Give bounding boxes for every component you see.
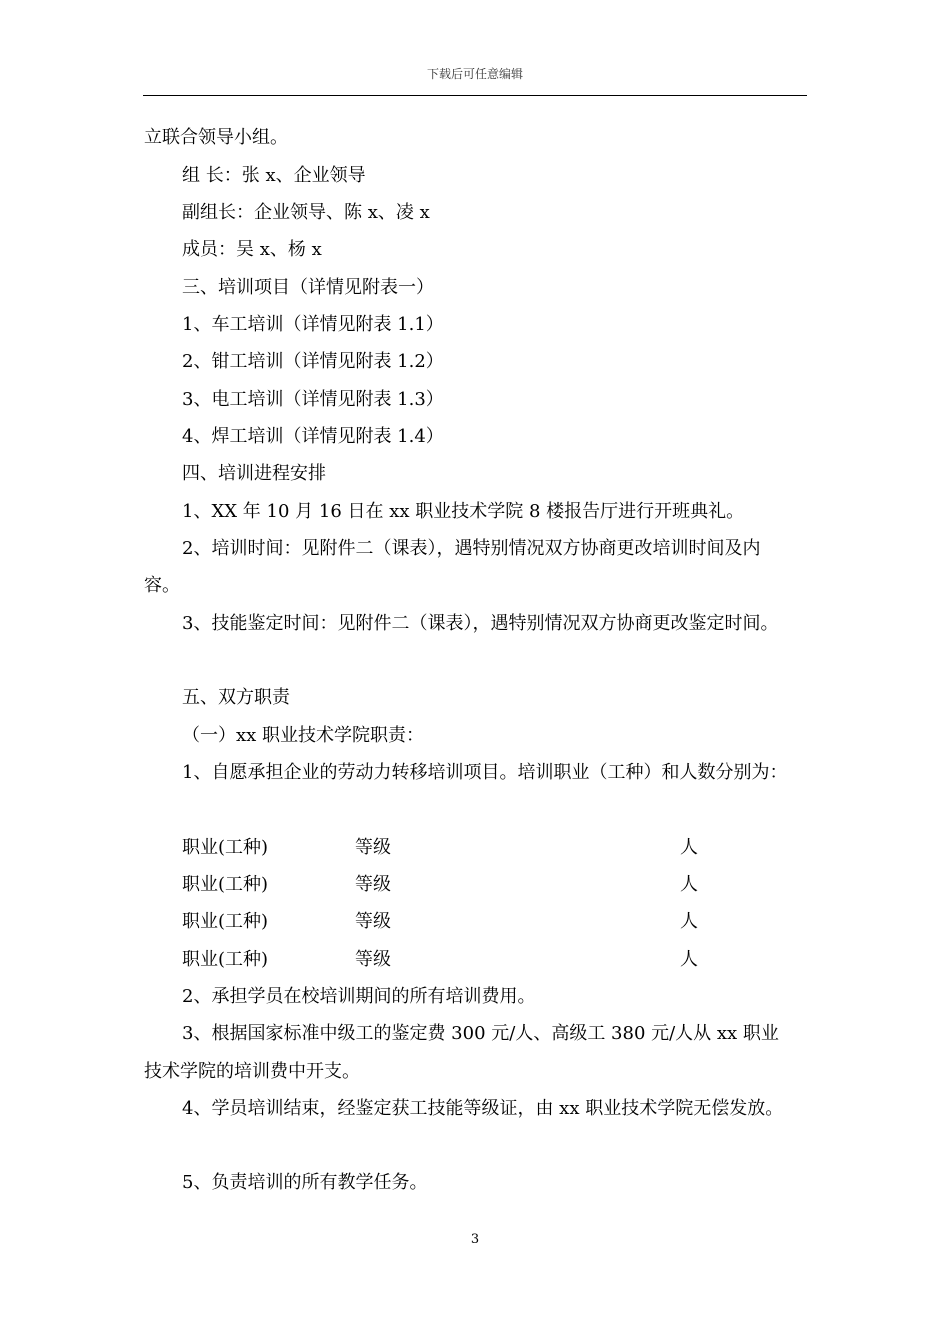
list-item: 3、电工培训（详情见附表 1.3）: [182, 389, 444, 410]
paragraph-line: 副组长：企业领导、陈 x、凌 x: [182, 202, 430, 223]
table-cell-occupation: 职业(工种): [182, 949, 269, 970]
list-item: 2、钳工培训（详情见附表 1.2）: [182, 351, 444, 372]
paragraph-line: 成员：吴 x、杨 x: [182, 239, 322, 260]
header-divider: [143, 95, 807, 96]
table-cell-people: 人: [680, 837, 698, 858]
list-item: 1、XX 年 10 月 16 日在 xx 职业技术学院 8 楼报告厅进行开班典礼。: [182, 501, 745, 522]
paragraph-line: 组 长：张 x、企业领导: [182, 165, 366, 186]
table-cell-level: 等级: [355, 837, 391, 858]
table-cell-level: 等级: [355, 949, 391, 970]
table-cell-people: 人: [680, 911, 698, 932]
table-cell-people: 人: [680, 874, 698, 895]
paragraph-line: 技术学院的培训费中开支。: [144, 1061, 360, 1082]
list-item: 2、承担学员在校培训期间的所有培训费用。: [182, 986, 536, 1007]
paragraph-line: 容。: [144, 575, 180, 596]
table-cell-level: 等级: [355, 911, 391, 932]
section-heading: 四、培训进程安排: [182, 463, 326, 484]
page-number: 3: [470, 1232, 480, 1247]
table-cell-occupation: 职业(工种): [182, 874, 269, 895]
paragraph-line: 立联合领导小组。: [144, 127, 288, 148]
table-cell-level: 等级: [355, 874, 391, 895]
list-item: 3、根据国家标准中级工的鉴定费 300 元/人、高级工 380 元/人从 xx 职业: [182, 1023, 779, 1044]
section-heading: 五、双方职责: [182, 687, 290, 708]
table-cell-occupation: 职业(工种): [182, 911, 269, 932]
subsection-heading: （一）xx 职业技术学院职责：: [182, 725, 425, 746]
list-item: 4、学员培训结束，经鉴定获工技能等级证，由 xx 职业技术学院无偿发放。: [182, 1098, 784, 1119]
list-item: 1、自愿承担企业的劳动力转移培训项目。培训职业（工种）和人数分别为：: [182, 762, 788, 783]
table-cell-people: 人: [680, 949, 698, 970]
list-item: 3、技能鉴定时间：见附件二（课表），遇特别情况双方协商更改鉴定时间。: [182, 613, 779, 634]
list-item: 2、培训时间：见附件二（课表），遇特别情况双方协商更改培训时间及内: [182, 538, 761, 559]
page-header: 下载后可任意编辑: [426, 67, 523, 81]
list-item: 4、焊工培训（详情见附表 1.4）: [182, 426, 444, 447]
list-item: 1、车工培训（详情见附表 1.1）: [182, 314, 444, 335]
section-heading: 三、培训项目（详情见附表一）: [182, 277, 434, 298]
table-cell-occupation: 职业(工种): [182, 837, 269, 858]
list-item: 5、负责培训的所有教学任务。: [182, 1172, 428, 1193]
